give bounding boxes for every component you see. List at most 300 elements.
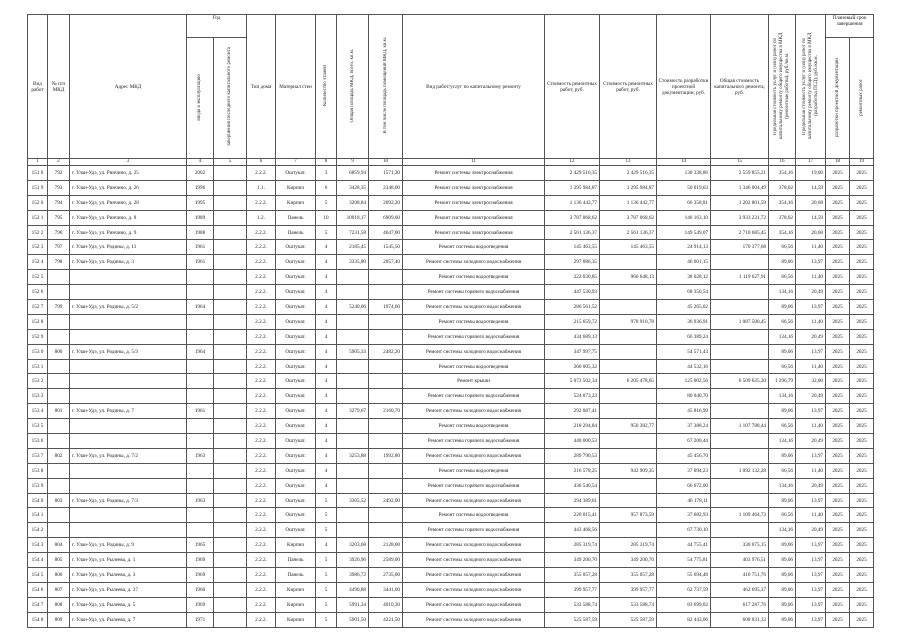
wall-material-cell: Оштукат. — [276, 166, 316, 181]
limit-cost-design-cell: 11,40 — [796, 270, 826, 285]
house-type-cell: 2.2.2. — [247, 300, 276, 315]
repair-cost-total-cell: 349 200,70 — [600, 553, 657, 568]
repair-cost-total-cell: 2 561 136,37 — [600, 225, 657, 240]
repair-cost-cell: 222 030,85 — [545, 270, 600, 285]
total-cost-cell: 1 202 801,59 — [711, 195, 769, 210]
design-cost-cell: 55 694,48 — [657, 568, 711, 583]
table-row — [28, 419, 874, 434]
premises-area-cell — [369, 523, 403, 538]
house-number-cell: 808 — [48, 597, 70, 612]
house-number-cell: 794 — [48, 195, 70, 210]
total-area-cell: 3279,67 — [337, 404, 369, 419]
repair-cost-cell: 286 561,52 — [545, 300, 600, 315]
repair-cost-cell: 399 957,77 — [545, 582, 600, 597]
limit-cost-design-cell: 20,49 — [796, 329, 826, 344]
term-repair-cell: 2025 — [850, 210, 874, 225]
total-area-cell: 3986,72 — [337, 568, 369, 583]
address-cell — [70, 463, 187, 478]
repair-cost-total-cell: 533 588,74 — [600, 597, 657, 612]
wall-material-cell: Кирпич — [276, 582, 316, 597]
table-row — [28, 493, 874, 508]
year-last-repair-cell — [214, 300, 247, 315]
address-cell: г. Улан-Удэ, ул. Родины, д. 7/3 — [70, 493, 187, 508]
floors-cell: 4 — [316, 538, 337, 553]
total-cost-cell: 410 751,76 — [711, 568, 769, 583]
limit-cost-design-cell: 20,68 — [796, 225, 826, 240]
total-cost-cell: 1 346 004,49 — [711, 180, 769, 195]
floors-cell: 5 — [316, 493, 337, 508]
floors-cell: 4 — [316, 419, 337, 434]
premises-area-cell — [369, 463, 403, 478]
floors-cell: 4 — [316, 344, 337, 359]
total-cost-cell — [711, 523, 769, 538]
table-row — [28, 195, 874, 210]
house-number-cell: 809 — [48, 612, 70, 627]
total-cost-cell: 462 695,37 — [711, 582, 769, 597]
year-last-repair-cell — [214, 255, 247, 270]
term-design-cell: 2025 — [826, 568, 850, 583]
design-cost-cell: 44 532,16 — [657, 359, 711, 374]
term-design-cell: 2025 — [826, 493, 850, 508]
total-area-cell: 6859,94 — [337, 166, 369, 181]
repair-cost-cell: 434 689,13 — [545, 329, 600, 344]
house-type-cell: 2.2.2. — [247, 538, 276, 553]
term-repair-cell: 2025 — [850, 240, 874, 255]
header-address: Адрес МКД — [70, 15, 187, 159]
term-design-cell: 2025 — [826, 434, 850, 449]
work-name-cell: Ремонт системы водоотведения — [403, 508, 545, 523]
work-name-cell: Ремонт системы горячего водоснабжения — [403, 523, 545, 538]
term-repair-cell: 2025 — [850, 225, 874, 240]
limit-cost-repair-cell: 89,06 — [769, 255, 796, 270]
house-number-cell: 807 — [48, 582, 70, 597]
table-row — [28, 508, 874, 523]
house-number-cell: 798 — [48, 255, 70, 270]
house-number-cell — [48, 463, 70, 478]
total-area-cell — [337, 478, 369, 493]
term-design-cell: 2025 — [826, 389, 850, 404]
column-number: 15 — [711, 159, 769, 166]
column-number: 12 — [545, 159, 600, 166]
work-name-cell: Ремонт системы горячего водоснабжения — [403, 434, 545, 449]
term-design-cell: 2025 — [826, 210, 850, 225]
header-work-type: Вид работ — [28, 15, 48, 159]
design-cost-cell: 68 350,54 — [657, 285, 711, 300]
year-built-cell: 1964 — [187, 300, 214, 315]
work-name-cell: Ремонт системы горячего водоснабжения — [403, 329, 545, 344]
column-number: 17 — [796, 159, 826, 166]
work-code-cell: 154 7 — [28, 597, 48, 612]
total-area-cell: 3428,35 — [337, 180, 369, 195]
total-cost-cell: 3 933 231,72 — [711, 210, 769, 225]
term-design-cell: 2025 — [826, 300, 850, 315]
limit-cost-design-cell: 20,49 — [796, 285, 826, 300]
total-area-cell: 3920,96 — [337, 553, 369, 568]
work-code-cell: 152 9 — [28, 329, 48, 344]
work-name-cell: Ремонт системы электроснабжения — [403, 166, 545, 181]
house-number-cell — [48, 389, 70, 404]
premises-area-cell — [369, 419, 403, 434]
work-name-cell: Ремонт системы холодного водоснабжения — [403, 448, 545, 463]
total-area-cell: 5991,34 — [337, 597, 369, 612]
capital-repair-table-sheet — [27, 14, 874, 628]
limit-cost-design-cell: 13,97 — [796, 493, 826, 508]
premises-area-cell: 4647,00 — [369, 225, 403, 240]
address-cell — [70, 508, 187, 523]
address-cell — [70, 314, 187, 329]
term-repair-cell: 2025 — [850, 582, 874, 597]
year-last-repair-cell — [214, 419, 247, 434]
header-term-group: Плановый срок завершения — [826, 15, 874, 38]
work-name-cell: Ремонт системы холодного водоснабжения — [403, 582, 545, 597]
year-last-repair-cell — [214, 210, 247, 225]
column-number: 10 — [369, 159, 403, 166]
year-last-repair-cell — [214, 225, 247, 240]
premises-area-cell: 4010,30 — [369, 597, 403, 612]
design-cost-cell: 46 601,15 — [657, 255, 711, 270]
table-body — [28, 159, 874, 628]
limit-cost-repair-cell: 89,06 — [769, 612, 796, 627]
total-cost-cell — [711, 493, 769, 508]
year-last-repair-cell — [214, 523, 247, 538]
house-type-cell: 2.2.2. — [247, 523, 276, 538]
house-number-cell: 796 — [48, 225, 70, 240]
term-repair-cell: 2025 — [850, 597, 874, 612]
address-cell — [70, 270, 187, 285]
term-design-cell: 2025 — [826, 553, 850, 568]
premises-area-cell — [369, 285, 403, 300]
repair-cost-cell: 5 073 502,34 — [545, 374, 600, 389]
floors-cell: 5 — [316, 582, 337, 597]
limit-cost-design-cell: 13,97 — [796, 597, 826, 612]
table-row — [28, 180, 874, 195]
floors-cell: 5 — [316, 612, 337, 627]
total-cost-cell — [711, 300, 769, 315]
floors-cell: 5 — [316, 195, 337, 210]
wall-material-cell: Кирпич — [276, 538, 316, 553]
address-cell: г. Улан-Удэ, ул. Ринчино, д. 26 — [70, 180, 187, 195]
work-code-cell: 153 5 — [28, 419, 48, 434]
repair-cost-total-cell: 525 587,59 — [600, 612, 657, 627]
work-name-cell: Ремонт системы водоотведения — [403, 270, 545, 285]
term-repair-cell: 2025 — [850, 344, 874, 359]
wall-material-cell: Оштукат. — [276, 389, 316, 404]
term-repair-cell: 2025 — [850, 523, 874, 538]
term-repair-cell: 2025 — [850, 493, 874, 508]
house-type-cell: 2.2.2. — [247, 508, 276, 523]
term-design-cell: 2025 — [826, 508, 850, 523]
repair-cost-total-cell: 957 873,59 — [600, 508, 657, 523]
wall-material-cell: Оштукат. — [276, 270, 316, 285]
house-type-cell: 2.2.2. — [247, 404, 276, 419]
limit-cost-design-cell: 13,97 — [796, 538, 826, 553]
total-cost-cell: 170 377,68 — [711, 240, 769, 255]
column-number: 14 — [657, 159, 711, 166]
year-built-cell — [187, 314, 214, 329]
total-cost-cell: 608 031,33 — [711, 612, 769, 627]
work-name-cell: Ремонт крыши — [403, 374, 545, 389]
year-built-cell: 1964 — [187, 344, 214, 359]
repair-cost-cell: 349 200,70 — [545, 553, 600, 568]
wall-material-cell: Оштукат. — [276, 493, 316, 508]
design-cost-cell: 66 672,00 — [657, 478, 711, 493]
term-design-cell: 2025 — [826, 240, 850, 255]
table-row — [28, 553, 874, 568]
total-cost-cell — [711, 389, 769, 404]
address-cell: г. Улан-Удэ, ул. Ринчино, д. 9 — [70, 225, 187, 240]
column-number: 11 — [403, 159, 545, 166]
wall-material-cell: Оштукат. — [276, 404, 316, 419]
work-code-cell: 153 3 — [28, 389, 48, 404]
work-name-cell: Ремонт системы холодного водоснабжения — [403, 568, 545, 583]
year-last-repair-cell — [214, 434, 247, 449]
total-cost-cell — [711, 255, 769, 270]
repair-cost-cell: 440 000,53 — [545, 434, 600, 449]
wall-material-cell: Оштукат. — [276, 434, 316, 449]
total-area-cell: 5240,06 — [337, 300, 369, 315]
header-group-row — [28, 15, 874, 38]
premises-area-cell — [369, 329, 403, 344]
year-built-cell — [187, 359, 214, 374]
limit-cost-design-cell: 13,97 — [796, 344, 826, 359]
work-code-cell: 151 6 — [28, 166, 48, 181]
table-row — [28, 359, 874, 374]
limit-cost-repair-cell: 134,16 — [769, 285, 796, 300]
premises-area-cell: 2348,00 — [369, 180, 403, 195]
table-row — [28, 523, 874, 538]
work-name-cell: Ремонт системы горячего водоснабжения — [403, 389, 545, 404]
floors-cell: 4 — [316, 314, 337, 329]
header-repair-cost: Стоимость ремонтных работ, руб. — [545, 15, 600, 159]
repair-cost-total-cell — [600, 329, 657, 344]
repair-cost-total-cell: 355 057,28 — [600, 568, 657, 583]
design-cost-cell: 44 755,41 — [657, 538, 711, 553]
column-number: 1 — [28, 159, 48, 166]
limit-cost-design-cell: 32,00 — [796, 374, 826, 389]
total-cost-cell — [711, 478, 769, 493]
limit-cost-design-cell: 20,49 — [796, 478, 826, 493]
year-built-cell — [187, 478, 214, 493]
repair-cost-total-cell: 950 382,77 — [600, 419, 657, 434]
repair-cost-cell: 220 015,41 — [545, 508, 600, 523]
limit-cost-repair-cell: 66,56 — [769, 463, 796, 478]
repair-cost-total-cell: 6 205 478,65 — [600, 374, 657, 389]
year-built-cell — [187, 419, 214, 434]
limit-cost-design-cell: 11,40 — [796, 240, 826, 255]
limit-cost-design-cell: 13,97 — [796, 553, 826, 568]
repair-cost-cell: 294 389,61 — [545, 493, 600, 508]
year-built-cell: 1963 — [187, 493, 214, 508]
limit-cost-repair-cell: 66,56 — [769, 240, 796, 255]
work-code-cell: 154 8 — [28, 612, 48, 627]
column-number-row — [28, 159, 874, 166]
limit-cost-design-cell: 14,59 — [796, 180, 826, 195]
year-last-repair-cell — [214, 582, 247, 597]
total-area-cell: 3253,88 — [337, 448, 369, 463]
work-name-cell: Ремонт системы электроснабжения — [403, 210, 545, 225]
repair-cost-total-cell — [600, 344, 657, 359]
repair-cost-cell: 216 578,25 — [545, 463, 600, 478]
limit-cost-repair-cell: 378,02 — [769, 180, 796, 195]
column-number: 7 — [276, 159, 316, 166]
house-number-cell: 806 — [48, 568, 70, 583]
house-number-cell — [48, 329, 70, 344]
year-last-repair-cell — [214, 597, 247, 612]
premises-area-cell: 1992,80 — [369, 448, 403, 463]
total-area-cell — [337, 374, 369, 389]
table-row — [28, 329, 874, 344]
house-number-cell — [48, 285, 70, 300]
year-last-repair-cell — [214, 270, 247, 285]
term-repair-cell: 2025 — [850, 538, 874, 553]
floors-cell: 5 — [316, 568, 337, 583]
limit-cost-design-cell: 13,97 — [796, 448, 826, 463]
header-term-design: разработки проектной документации — [826, 38, 850, 159]
year-built-cell: 1969 — [187, 553, 214, 568]
premises-area-cell — [369, 359, 403, 374]
floors-cell: 4 — [316, 404, 337, 419]
total-cost-cell: 1 109 464,73 — [711, 508, 769, 523]
house-number-cell: 800 — [48, 344, 70, 359]
house-number-cell: 793 — [48, 180, 70, 195]
term-repair-cell: 2025 — [850, 448, 874, 463]
header-term-repair: ремонтных работ — [850, 38, 874, 159]
address-cell: г. Улан-Удэ, ул. Рылеева, д. 3 — [70, 568, 187, 583]
work-code-cell: 152 8 — [28, 314, 48, 329]
premises-area-cell: 2589,00 — [369, 553, 403, 568]
repair-cost-total-cell — [600, 255, 657, 270]
floors-cell: 4 — [316, 285, 337, 300]
term-repair-cell: 2025 — [850, 314, 874, 329]
term-design-cell: 2025 — [826, 270, 850, 285]
year-built-cell: 2002 — [187, 166, 214, 181]
premises-area-cell — [369, 389, 403, 404]
table-row — [28, 582, 874, 597]
premises-area-cell: 3441,00 — [369, 582, 403, 597]
work-code-cell: 154 4 — [28, 553, 48, 568]
premises-area-cell: 6909,60 — [369, 210, 403, 225]
repair-cost-total-cell — [600, 448, 657, 463]
repair-cost-cell: 1 295 984,87 — [545, 180, 600, 195]
total-area-cell: 3305,52 — [337, 493, 369, 508]
limit-cost-repair-cell: 89,06 — [769, 404, 796, 419]
header-total-area: Общая площадь МКД, всего, кв.м. — [337, 15, 369, 159]
limit-cost-design-cell: 14,59 — [796, 210, 826, 225]
limit-cost-design-cell: 13,97 — [796, 255, 826, 270]
limit-cost-design-cell: 20,49 — [796, 434, 826, 449]
total-area-cell: 2185,45 — [337, 240, 369, 255]
work-code-cell: 152 4 — [28, 255, 48, 270]
address-cell: г. Улан-Удэ, ул. Родины, д. 3 — [70, 255, 187, 270]
term-repair-cell: 2025 — [850, 419, 874, 434]
year-built-cell: 1963 — [187, 448, 214, 463]
year-built-cell: 1961 — [187, 240, 214, 255]
design-cost-cell: 50 019,63 — [657, 180, 711, 195]
limit-cost-repair-cell: 134,16 — [769, 329, 796, 344]
repair-cost-cell: 347 997,75 — [545, 344, 600, 359]
repair-cost-total-cell: 978 910,78 — [600, 314, 657, 329]
house-type-cell: 2.2.2. — [247, 582, 276, 597]
work-code-cell: 152 7 — [28, 300, 48, 315]
design-cost-cell: 45 816,99 — [657, 404, 711, 419]
limit-cost-repair-cell: 134,16 — [769, 523, 796, 538]
house-number-cell: 792 — [48, 166, 70, 181]
work-name-cell: Ремонт системы водоотведения — [403, 359, 545, 374]
term-design-cell: 2025 — [826, 195, 850, 210]
house-type-cell: 2.2.2. — [247, 225, 276, 240]
header-design-cost: Стоимость разработки проектной документации, руб. — [657, 15, 711, 159]
repair-cost-total-cell — [600, 493, 657, 508]
repair-cost-total-cell: 942 909,35 — [600, 463, 657, 478]
total-area-cell: 4490,88 — [337, 582, 369, 597]
term-repair-cell: 2025 — [850, 270, 874, 285]
term-repair-cell: 2025 — [850, 329, 874, 344]
address-cell: г. Улан-Удэ, ул. Родины, д. 7/2 — [70, 448, 187, 463]
work-code-cell: 152 3 — [28, 240, 48, 255]
repair-cost-cell: 289 790,53 — [545, 448, 600, 463]
column-number: 13 — [600, 159, 657, 166]
term-repair-cell: 2025 — [850, 612, 874, 627]
limit-cost-repair-cell: 354,16 — [769, 166, 796, 181]
year-last-repair-cell — [214, 538, 247, 553]
term-repair-cell: 2025 — [850, 195, 874, 210]
term-repair-cell: 2025 — [850, 508, 874, 523]
year-last-repair-cell — [214, 612, 247, 627]
work-name-cell: Ремонт системы холодного водоснабжения — [403, 493, 545, 508]
term-repair-cell: 2025 — [850, 374, 874, 389]
repair-cost-cell: 292 087,41 — [545, 404, 600, 419]
table-row — [28, 225, 874, 240]
house-number-cell: 802 — [48, 448, 70, 463]
floors-cell: 5 — [316, 225, 337, 240]
wall-material-cell: Оштукат. — [276, 314, 316, 329]
repair-cost-total-cell — [600, 285, 657, 300]
work-name-cell: Ремонт системы холодного водоснабжения — [403, 255, 545, 270]
work-name-cell: Ремонт системы водоотведения — [403, 419, 545, 434]
year-last-repair-cell — [214, 285, 247, 300]
work-name-cell: Ремонт системы холодного водоснабжения — [403, 553, 545, 568]
premises-area-cell: 1571,30 — [369, 166, 403, 181]
term-design-cell: 2025 — [826, 538, 850, 553]
header-wall-material: Материал стен — [276, 15, 316, 159]
house-type-cell: 2.2.2. — [247, 553, 276, 568]
limit-cost-repair-cell: 89,06 — [769, 597, 796, 612]
total-cost-cell — [711, 285, 769, 300]
year-built-cell: 1961 — [187, 255, 214, 270]
house-number-cell — [48, 523, 70, 538]
repair-cost-total-cell: 1 295 984,87 — [600, 180, 657, 195]
wall-material-cell: Оштукат. — [276, 374, 316, 389]
floors-cell: 4 — [316, 359, 337, 374]
house-type-cell: 2.2.2. — [247, 195, 276, 210]
wall-material-cell: Оштукат. — [276, 329, 316, 344]
work-code-cell: 154 0 — [28, 493, 48, 508]
repair-cost-cell: 297 086,35 — [545, 255, 600, 270]
year-built-cell — [187, 374, 214, 389]
work-code-cell: 153 4 — [28, 404, 48, 419]
work-name-cell: Ремонт системы холодного водоснабжения — [403, 597, 545, 612]
header-commissioning-year: ввода в эксплуатацию — [187, 38, 214, 159]
wall-material-cell: Оштукат. — [276, 523, 316, 538]
wall-material-cell: Панель — [276, 568, 316, 583]
premises-area-cell — [369, 478, 403, 493]
floors-cell: 4 — [316, 300, 337, 315]
table-row — [28, 270, 874, 285]
limit-cost-repair-cell: 1 296,79 — [769, 374, 796, 389]
floors-cell: 3 — [316, 166, 337, 181]
table-row — [28, 597, 874, 612]
repair-cost-total-cell — [600, 523, 657, 538]
